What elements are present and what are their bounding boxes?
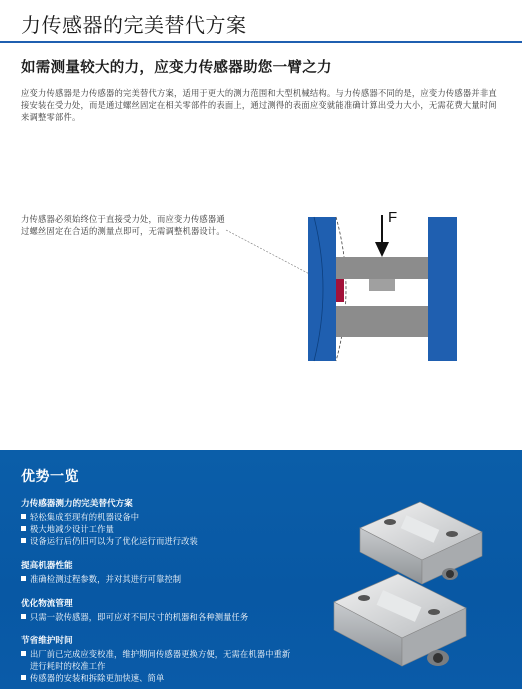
lower-beam	[336, 306, 428, 337]
bullet-icon	[21, 651, 26, 656]
benefits-panel	[0, 450, 522, 689]
strain-sensor-marker	[336, 279, 344, 302]
benefit-item: 轻松集成至现有的机器设备中	[21, 511, 321, 523]
page-title: 力传感器的完美替代方案	[21, 13, 247, 37]
sensor-front	[334, 574, 466, 666]
page-subtitle: 如需测量较大的力，应变力传感器助您一臂之力	[21, 60, 332, 76]
diagram-callout: 力传感器必须始终位于直接受力处，而应变力传感器通过螺丝固定在合适的测量点即可，无需调整机器设计。	[21, 214, 225, 236]
sensor-back	[360, 502, 482, 584]
intro-paragraph: 应变力传感器是力传感器的完美替代方案，适用于更大的测力范围和大型机械结构。与力传感器不同的是，应变力传感器并非直接安装在受力处，而是通过螺丝固定在相关零部件的表面上，通过测得的表面应变就能准确计算出受力大小，无需花费大量时间来调整零部件。	[21, 88, 497, 122]
benefit-item: 传感器的安装和拆除更加快速、简单	[21, 672, 291, 684]
force-arrow-head	[375, 242, 389, 257]
benefit-heading: 力传感器测力的完美替代方案	[21, 499, 133, 509]
bullet-icon	[21, 526, 26, 531]
product-image	[320, 500, 510, 685]
bullet-icon	[21, 514, 26, 519]
benefit-group-maintenance	[21, 635, 291, 685]
benefit-item: 极大地减少设计工作量	[21, 523, 321, 535]
benefit-heading: 提高机器性能	[21, 561, 73, 571]
benefit-item: 出厂前已完成应变校准，维护期间传感器更换方便，无需在机器中重新进行耗时的校准工作	[21, 648, 291, 672]
force-label: F	[388, 209, 398, 226]
right-frame-column	[428, 217, 457, 361]
bullet-icon	[21, 675, 26, 680]
title-divider	[0, 41, 522, 43]
benefit-heading: 优化物流管理	[21, 599, 73, 609]
benefit-group-logistics	[21, 598, 321, 623]
benefit-item: 只需一款传感器，即可应对不同尺寸的机器和各种测量任务	[21, 611, 321, 623]
benefit-heading: 节省维护时间	[21, 636, 73, 646]
bullet-icon	[21, 576, 26, 581]
benefit-group-performance	[21, 560, 321, 585]
strain-sensor-diagram	[220, 200, 480, 370]
benefits-title: 优势一览	[21, 469, 79, 485]
left-frame-column	[308, 217, 336, 361]
bullet-icon	[21, 538, 26, 543]
upper-beam	[336, 257, 428, 279]
benefit-item: 准确检测过程参数，并对其进行可靠控制	[21, 573, 321, 585]
benefit-group-alternative	[21, 498, 321, 548]
benefit-item: 设备运行后仍旧可以为了优化运行而进行改装	[21, 535, 321, 547]
load-pad	[369, 279, 395, 291]
bullet-icon	[21, 614, 26, 619]
